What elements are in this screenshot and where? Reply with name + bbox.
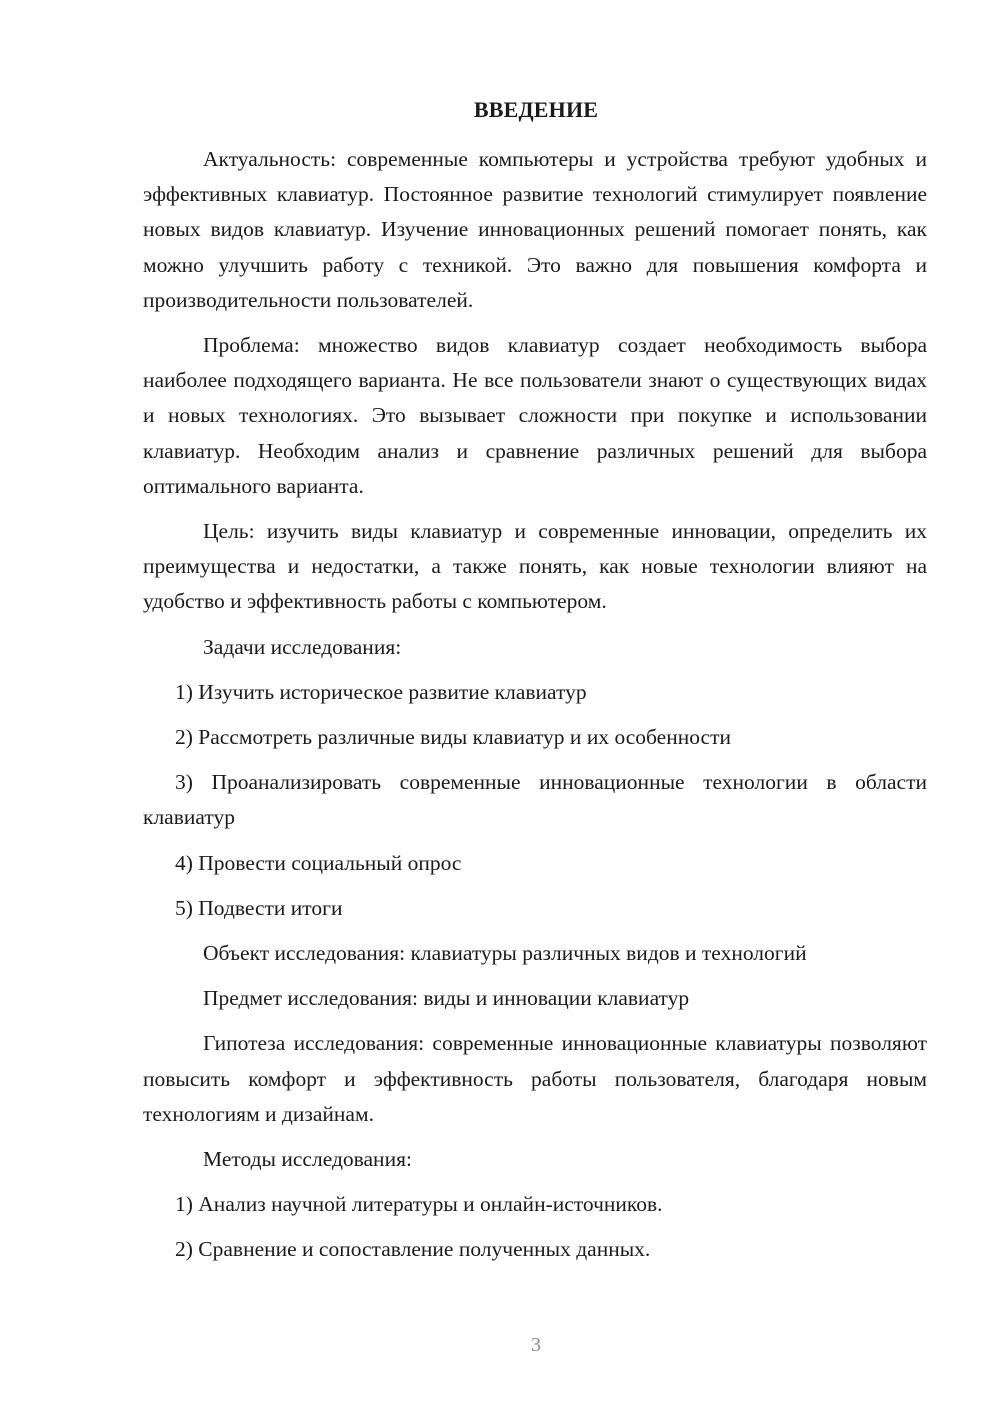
task-item: 4) Провести социальный опрос: [175, 850, 462, 875]
subject-paragraph: Предмет исследования: виды и инновации клавиатур: [203, 986, 690, 1011]
tasks-heading: Задачи исследования:: [203, 634, 402, 659]
goal-paragraph: Цель: изучить виды клавиатур и современные инновации, определить их преимущества и недостатки, а также понять, как новые технологии влияют на удобство и эффективность работы с компьютером.: [143, 519, 927, 614]
problem-paragraph: Проблема: множество видов клавиатур создает необходимость выбора наиболее подходящего варианта. Не все пользователи знают о существующих видах и новых технологиях. Это вызывает сложности при покупке и использовании клавиатур. Необходим анализ и сравнение различных решений для выбора оптимального варианта.: [143, 333, 927, 498]
task-item: 3) Проанализировать современные инновационные технологии в области клавиатур: [143, 770, 927, 830]
section-body: [143, 142, 927, 1268]
object-paragraph: Объект исследования: клавиатуры различных видов и технологий: [203, 941, 807, 966]
methods-heading: Методы исследования:: [203, 1147, 412, 1172]
relevance-paragraph: Актуальность: современные компьютеры и устройства требуют удобных и эффективных клавиатур. Постоянное развитие технологий стимулирует появление новых видов клавиатур. Изучение инновационных решений помогает понять, как можно улучшить работу с техникой. Это важно для повышения комфорта и производительности пользователей.: [143, 147, 927, 312]
task-item: 1) Изучить историческое развитие клавиатур: [175, 679, 587, 704]
method-item: 2) Сравнение и сопоставление полученных данных.: [175, 1237, 651, 1262]
method-item: 1) Анализ научной литературы и онлайн-источников.: [175, 1192, 663, 1217]
hypothesis-paragraph: Гипотеза исследования: современные инновационные клавиатуры позволяют повысить комфорт и эффективность работы пользователя, благодаря новым технологиям и дизайнам.: [143, 1031, 927, 1126]
task-item: 5) Подвести итоги: [175, 895, 343, 920]
page-number: 3: [531, 1334, 541, 1356]
task-item: 2) Рассмотреть различные виды клавиатур и их особенности: [175, 725, 731, 750]
section-title: ВВЕДЕНИЕ: [473, 97, 599, 122]
